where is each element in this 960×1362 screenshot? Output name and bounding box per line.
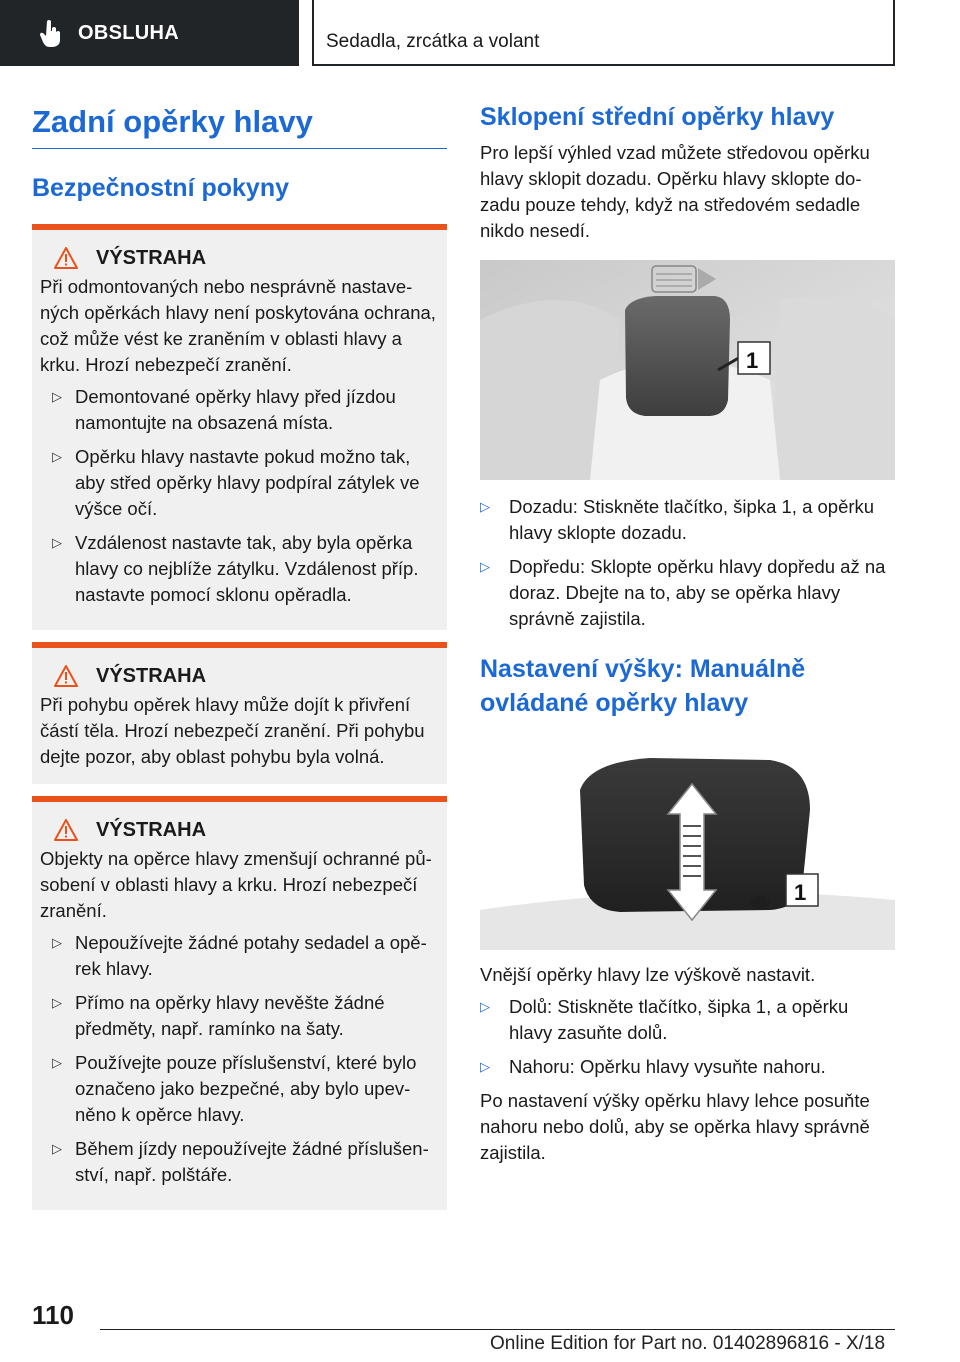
section-tab — [0, 0, 299, 66]
footer-rule — [100, 1329, 895, 1330]
edition-note: Online Edition for Part no. 01402896816 - X/18 — [490, 1333, 886, 1354]
section-tab-label: OBSLUHA — [78, 21, 179, 44]
list-item: ▷ Používejte pouze příslušenství, které bylo označeno jako bezpečné, aby bylo upev-něno k opěrce hlavy. — [52, 1052, 417, 1125]
triangle-right-icon: ▷ — [52, 389, 62, 404]
section-heading: Bezpečnostní pokyny — [32, 174, 289, 202]
list-item: ▷ Dopředu: Sklopte opěrku hlavy dopředu až na doraz. Dbejte na to, aby se opěrka hlavy správně zajistila. — [480, 556, 886, 629]
warning-box-3 — [32, 796, 447, 1210]
list-item: ▷ Vzdálenost nastavte tak, aby byla opěrka hlavy co nejblíže zátylku. Vzdálenost příp. nastavte pomocí sklonu opěradla. — [52, 532, 419, 605]
section-heading-height: Nastavení výšky: Manuálně ovládané opěrky hlavy — [480, 655, 806, 717]
list-item: ▷ Dozadu: Stiskněte tlačítko, šipka 1, a opěrku hlavy sklopte dozadu. — [480, 496, 875, 543]
paragraph: Po nastavení výšky opěrku hlavy lehce posuňte nahoru nebo dolů, aby se opěrka hlavy správně zajistila. — [480, 1090, 870, 1163]
list-item: ▷ Nahoru: Opěrku hlavy vysuňte nahoru. — [480, 1054, 895, 1080]
list-item: ▷ Dolů: Stiskněte tlačítko, šipka 1, a opěrku hlavy zasuňte dolů. — [480, 996, 849, 1043]
callout-number: 1 — [794, 880, 807, 905]
chapter-title: Sedadla, zrcátka a volant — [326, 31, 540, 52]
triangle-right-icon: ▷ — [480, 559, 490, 574]
triangle-right-icon: ▷ — [52, 1141, 62, 1156]
headrest-fold-illustration — [480, 260, 895, 480]
headrest-height-illustration — [480, 750, 895, 950]
warning-box-2 — [32, 642, 447, 784]
fold-steps — [480, 494, 895, 632]
right-column — [480, 100, 895, 1166]
triangle-right-icon: ▷ — [52, 535, 62, 550]
section-heading-fold: Sklopení střední opěrky hlavy — [480, 103, 835, 131]
list-item: ▷ Opěrku hlavy nastavte pokud možno tak, aby střed opěrky hlavy podpíral zátylek ve výšce očí. — [52, 446, 420, 519]
warning-text: Objekty na opěrce hlavy zmenšují ochranné pů-sobení v oblasti hlavy a krku. Hrozí nebezpečí zranění. — [40, 848, 432, 921]
triangle-right-icon: ▷ — [52, 1055, 62, 1070]
paragraph: Vnější opěrky hlavy lze výškově nastavit. — [480, 964, 816, 985]
list-item: ▷ Demontované opěrky hlavy před jízdou namontujte na obsazená místa. — [52, 386, 396, 433]
page-number: 110 — [32, 1300, 74, 1330]
triangle-right-icon: ▷ — [480, 1059, 490, 1074]
header-right-edge — [893, 0, 895, 66]
height-steps — [480, 994, 895, 1080]
hand-pointer-icon — [38, 19, 64, 47]
paragraph: Pro lepší výhled vzad můžete středovou opěrku hlavy sklopit dozadu. Opěrku hlavy sklopte do-zadu pouze tehdy, když na středovém sedadle nikdo nesedí. — [480, 142, 870, 241]
warning-title: VÝSTRAHA — [96, 664, 207, 687]
page-title: Zadní opěrky hlavy — [32, 100, 447, 149]
warning-title: VÝSTRAHA — [96, 246, 207, 269]
triangle-right-icon: ▷ — [52, 449, 62, 464]
triangle-right-icon: ▷ — [52, 995, 62, 1010]
warning-triangle-icon — [54, 819, 78, 841]
list-item: ▷ Během jízdy nepoužívejte žádné příslušen-ství, např. polštáře. — [52, 1138, 429, 1185]
list-item: ▷ Nepoužívejte žádné potahy sedadel a opě-rek hlavy. — [52, 932, 427, 979]
header-underline — [312, 64, 895, 66]
warning-text: Při pohybu opěrek hlavy může dojít k přivření částí těla. Hrozí nebezpečí zranění. Při pohybu dejte pozor, aby oblast pohybu byla volná. — [40, 694, 425, 767]
callout-number: 1 — [746, 348, 759, 373]
triangle-right-icon: ▷ — [52, 935, 62, 950]
triangle-right-icon: ▷ — [480, 499, 490, 514]
warning-list — [40, 384, 439, 608]
warning-triangle-icon — [54, 247, 78, 269]
triangle-right-icon: ▷ — [480, 999, 490, 1014]
warning-triangle-icon — [54, 665, 78, 687]
warning-title: VÝSTRAHA — [96, 818, 207, 841]
warning-list — [40, 930, 439, 1188]
left-column — [32, 100, 447, 1210]
header-divider — [312, 0, 314, 66]
list-item: ▷ Přímo na opěrky hlavy nevěšte žádné předměty, např. ramínko na šaty. — [52, 992, 385, 1039]
warning-box-1 — [32, 224, 447, 630]
warning-text: Při odmontovaných nebo nesprávně nastave-ných opěrkách hlavy není poskytována ochrana, což může vést ke zraněním v oblasti hlavy a krku. Hrozí nebezpečí zranění. — [40, 276, 436, 375]
